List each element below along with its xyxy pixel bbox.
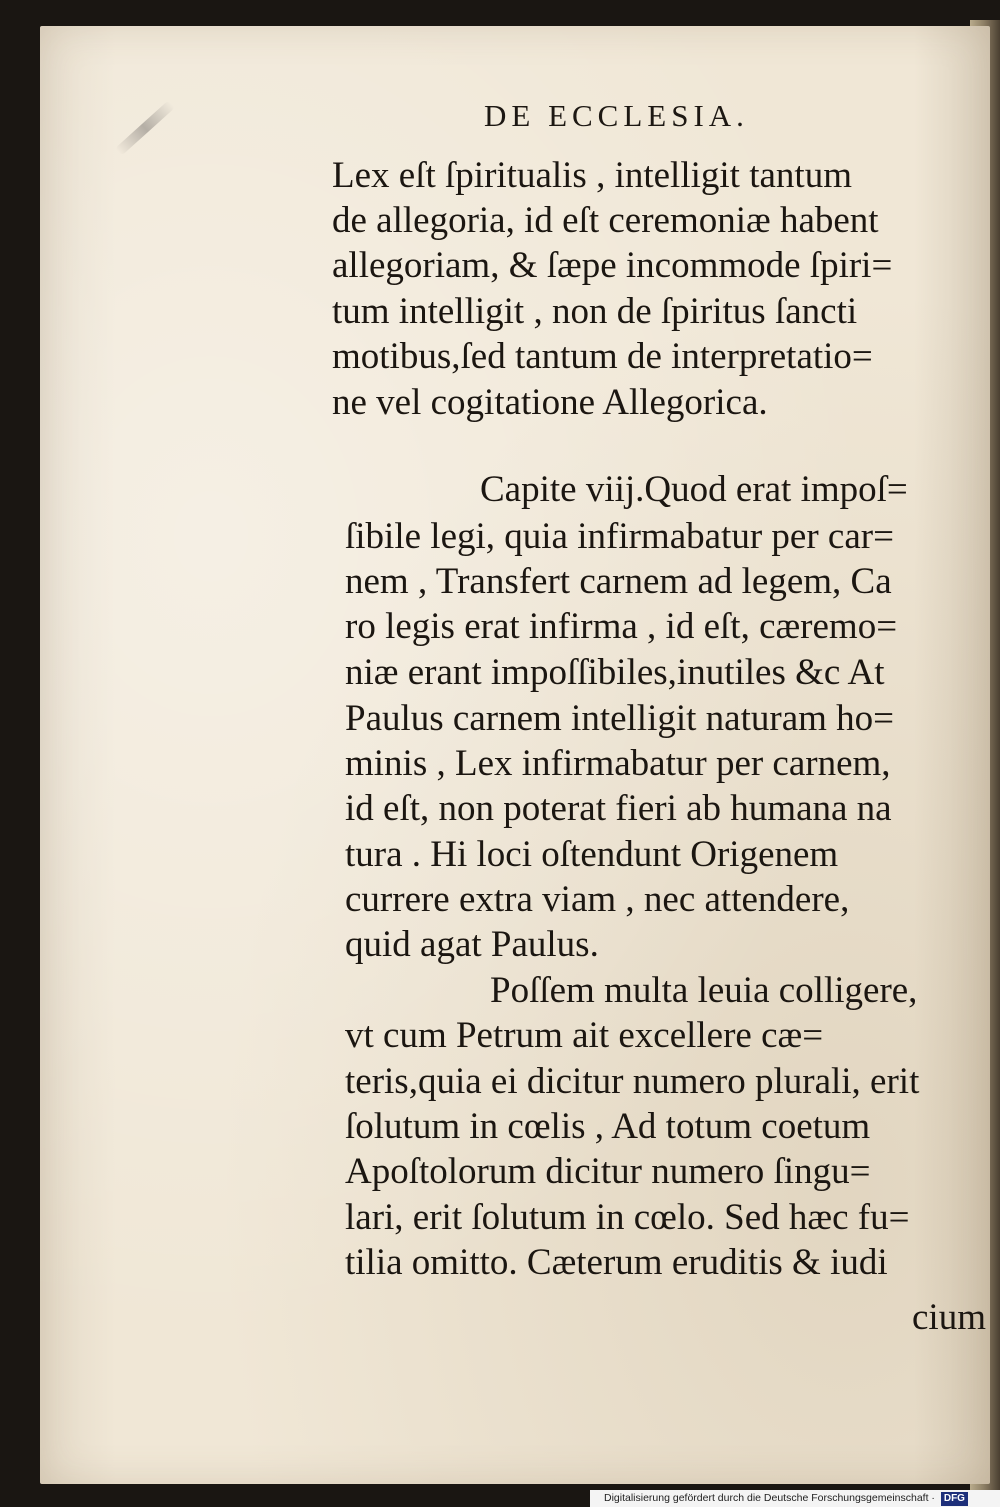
text-line: minis , Lex infirmabatur per carnem, bbox=[345, 743, 891, 784]
digitization-credit-text: Digitalisierung gefördert durch die Deutsche Forschungsgemeinschaft · bbox=[604, 1492, 935, 1504]
text-line: Apoſtolorum dicitur numero ſingu= bbox=[345, 1151, 871, 1192]
dfg-logo: DFG bbox=[941, 1492, 968, 1506]
text-line: tura . Hi loci oſtendunt Origenem bbox=[345, 834, 839, 875]
catchword: cium bbox=[912, 1297, 986, 1338]
text-line: teris,quia ei dicitur numero plurali, erit bbox=[345, 1061, 920, 1102]
digitization-credit-bar bbox=[590, 1490, 1000, 1507]
text-line: ſolutum in cœlis , Ad totum coetum bbox=[345, 1106, 871, 1147]
running-head: DE ECCLESIA. bbox=[484, 98, 749, 133]
text-line: allegoriam, & ſæpe incommode ſpiri= bbox=[332, 245, 893, 286]
text-line: ſibile legi, quia infirmabatur per car= bbox=[345, 516, 894, 557]
text-line: vt cum Petrum ait excellere cæ= bbox=[345, 1015, 824, 1056]
text-line: ne vel cogitatione Allegorica. bbox=[332, 382, 768, 423]
pencil-mark bbox=[115, 100, 175, 156]
text-line: quid agat Paulus. bbox=[345, 924, 599, 965]
text-line: currere extra viam , nec attendere, bbox=[345, 879, 850, 920]
text-line: tilia omitto. Cæterum eruditis & iudi bbox=[345, 1242, 888, 1283]
text-line: Capite viij.Quod erat impoſ= bbox=[480, 469, 908, 510]
text-line: ro legis erat infirma , id eſt, cæremo= bbox=[345, 606, 898, 647]
text-line: nem , Transfert carnem ad legem, Ca bbox=[345, 561, 892, 602]
text-line: niæ erant impoſſibiles,inutiles &c At bbox=[345, 652, 885, 693]
text-line: Paulus carnem intelligit naturam ho= bbox=[345, 698, 895, 739]
text-line: Lex eſt ſpiritualis , intelligit tantum bbox=[332, 155, 852, 196]
text-line: id eſt, non poterat fieri ab humana na bbox=[345, 788, 892, 829]
text-line: Poſſem multa leuia colligere, bbox=[490, 970, 918, 1011]
text-line: motibus,ſed tantum de interpretatio= bbox=[332, 336, 873, 377]
text-line: tum intelligit , non de ſpiritus ſancti bbox=[332, 291, 858, 332]
text-line: de allegoria, id eſt ceremoniæ habent bbox=[332, 200, 879, 241]
text-line: lari, erit ſolutum in cœlo. Sed hæc fu= bbox=[345, 1197, 910, 1238]
